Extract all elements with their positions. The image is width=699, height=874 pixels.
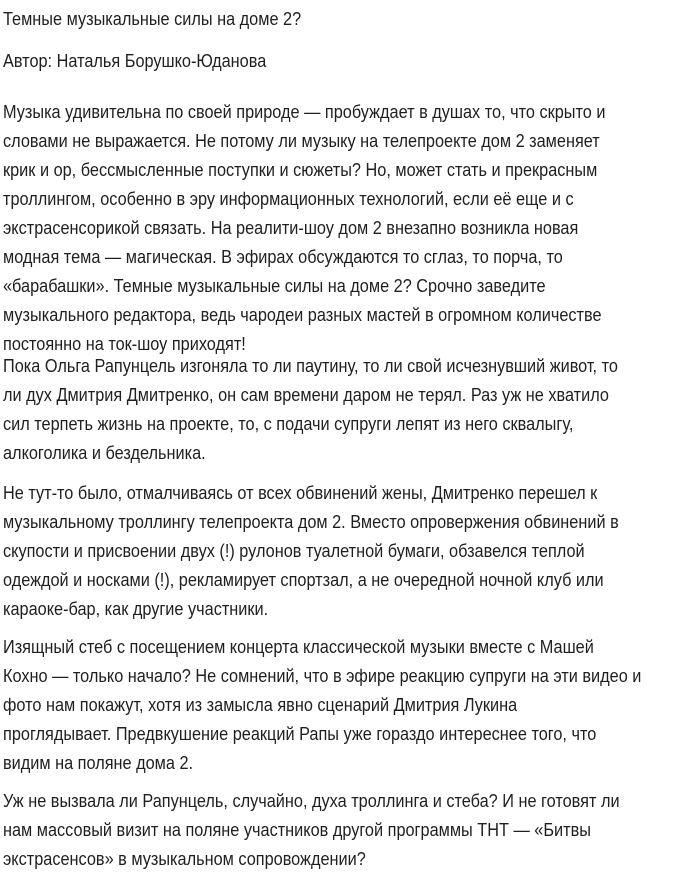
paragraph-line: фото нам покажут, хотя из замысла явно сценарий Дмитрия Лукина: [3, 695, 518, 715]
paragraph-line: проглядывает. Предвкушение реакций Рапы уже гораздо интереснее того, что: [3, 724, 597, 744]
paragraph-line: музыкального редактора, ведь чародеи разных мастей в огромном количестве: [3, 305, 602, 325]
paragraph-line: крик и ор, бессмысленные поступки и сюжеты? Но, может стать и прекрасным: [3, 160, 598, 180]
paragraph-line: экстрасенсорикой связать. На реалити-шоу дом 2 внезапно возникла новая: [3, 218, 579, 238]
article-title: Темные музыкальные силы на доме 2?: [3, 9, 302, 29]
paragraph-line: караоке-бар, как другие участники.: [3, 599, 269, 619]
paragraph-line: одеждой и носками (!), рекламирует спортзал, а не очередной ночной клуб или: [3, 570, 604, 590]
paragraph-line: словами не выражается. Не потому ли музыку на телепроекте дом 2 заменяет: [3, 131, 600, 151]
paragraph-line: троллингом, особенно в эру информационных технологий, если её еще и с: [3, 189, 574, 209]
paragraph-line: Изящный стеб с посещением концерта классической музыки вместе с Машей: [3, 637, 594, 657]
paragraph: [3, 633, 641, 778]
paragraph: [3, 98, 605, 359]
paragraph-line: Пока Ольга Рапунцель изгоняла то ли паутину, то ли свой исчезнувший живот, то: [3, 356, 618, 376]
paragraph-line: алкоголика и бездельника.: [3, 443, 206, 463]
paragraph-line: Уж не вызвала ли Рапунцель, случайно, духа троллинга и стеба? И не готовят ли: [3, 791, 620, 811]
paragraph-line: сил терпеть жизнь на проекте, то, с подачи супруги лепят из него сквалыгу,: [3, 414, 574, 434]
paragraph: [3, 352, 618, 468]
paragraph-line: скупости и присвоении двух (!) рулонов туалетной бумаги, обзавелся теплой: [3, 541, 585, 561]
article-author: Автор: Наталья Борушко-Юданова: [3, 51, 267, 71]
paragraph-line: экстрасенсов» в музыкальном сопровождении?: [3, 849, 366, 869]
paragraph-line: Кохно — только начало? Не сомнений, что в эфире реакцию супруги на эти видео и: [3, 666, 642, 686]
paragraph-line: видим на поляне дома 2.: [3, 753, 194, 773]
paragraph-line: ли дух Дмитрия Дмитренко, он сам времени даром не терял. Раз уж не хватило: [3, 385, 609, 405]
paragraph-line: модная тема — магическая. В эфирах обсуждаются то сглаз, то порча, то: [3, 247, 563, 267]
paragraph-line: Не тут-то было, отмалчиваясь от всех обвинений жены, Дмитренко перешел к: [3, 483, 598, 503]
paragraph-line: Музыка удивительна по своей природе — пробуждает в душах то, что скрыто и: [3, 102, 606, 122]
paragraph-line: нам массовый визит на поляне участников другой программы ТНТ — «Битвы: [3, 820, 591, 840]
paragraph-line: «барабашки». Темные музыкальные силы на доме 2? Срочно заведите: [3, 276, 546, 296]
paragraph: [3, 479, 619, 624]
paragraph-line: постоянно на ток-шоу приходят!: [3, 334, 246, 354]
paragraph-line: музыкальному троллингу телепроекта дом 2. Вместо опровержения обвинений в: [3, 512, 619, 532]
